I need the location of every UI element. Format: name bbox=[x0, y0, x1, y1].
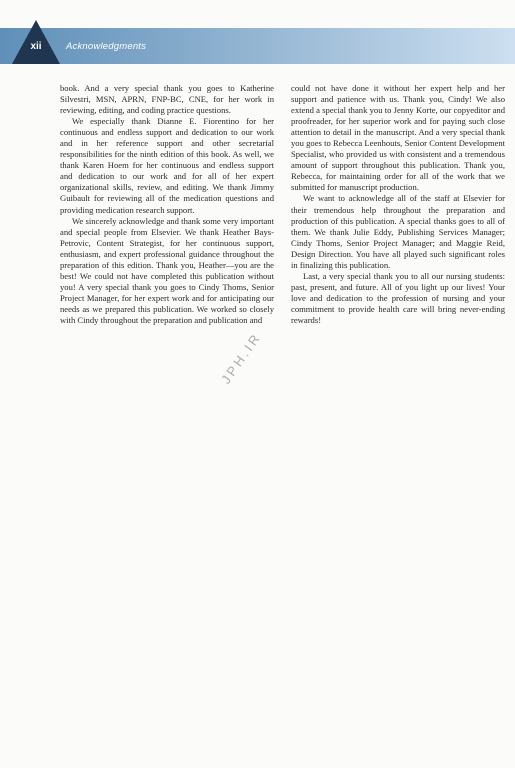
paragraph: We want to acknowledge all of the staff at Elsevier for their tremendous help throughout the preparation and production of this publication. A special thanks goes to all of them. We thank Julie Eddy, Publishing Services Manager; Cindy Thoms, Senior Project Manager; and Maggie Reid, Design Direction. You have all played such significant roles in finalizing this publication. bbox=[291, 193, 505, 270]
paragraph: could not have done it without her expert help and her support and patience with us. Thank you, Cindy! We also extend a special thank you to Jenny Korte, our copyeditor and proofreader, for her superior work and for paying such close attention to detail in the manuscript. And a very special thank you goes to Rebecca Leenhouts, Senior Content Development Specialist, who provided us with consistent and a tremendous amount of support throughout this publication. Thank you, Rebecca, for maintaining order for all of the work that we submitted for manuscript production. bbox=[291, 83, 505, 193]
paragraph: book. And a very special thank you goes to Katherine Silvestri, MSN, APRN, FNP-BC, CNE, for her work in reviewing, editing, and coding practice questions. bbox=[60, 83, 274, 116]
left-column bbox=[60, 83, 274, 326]
right-column bbox=[291, 83, 505, 326]
running-head: Acknowledgments bbox=[66, 41, 147, 52]
watermark: JPH.IR bbox=[218, 329, 265, 387]
paragraph: We sincerely acknowledge and thank some very important and special people from Elsevier. We thank Heather Bays-Petrovic, Content Strategist, for her continuous support, enthusiasm, and expert professional guidance throughout the preparation of this edition. Thank you, Heather—you are the best! We could not have completed this publication without you! A very special thank you goes to Cindy Thoms, Senior Project Manager, for her expert work and for anticipating our needs as we prepared this publication. We worked so closely with Cindy throughout the preparation and publication and bbox=[60, 215, 274, 325]
page-number: xii bbox=[30, 41, 42, 52]
paragraph: Last, a very special thank you to all our nursing students: past, present, and future. All of you light up our lives! Your love and dedication to the profession of nursing and your commitment to provide health care will bring never-ending rewards! bbox=[291, 270, 505, 325]
paragraph: We especially thank Dianne E. Fiorentino for her continuous and endless support and dedication to our work and in her reference support and other secretarial responsibilities for the ninth edition of this book. As well, we thank Karen Hoem for her continuous and endless support and dedication to our work and for all of her expert organizational skills, review, and editing. We thank Jimmy Guibault for reviewing all of the medication questions and providing medication research support. bbox=[60, 116, 274, 215]
page-header bbox=[0, 28, 515, 64]
